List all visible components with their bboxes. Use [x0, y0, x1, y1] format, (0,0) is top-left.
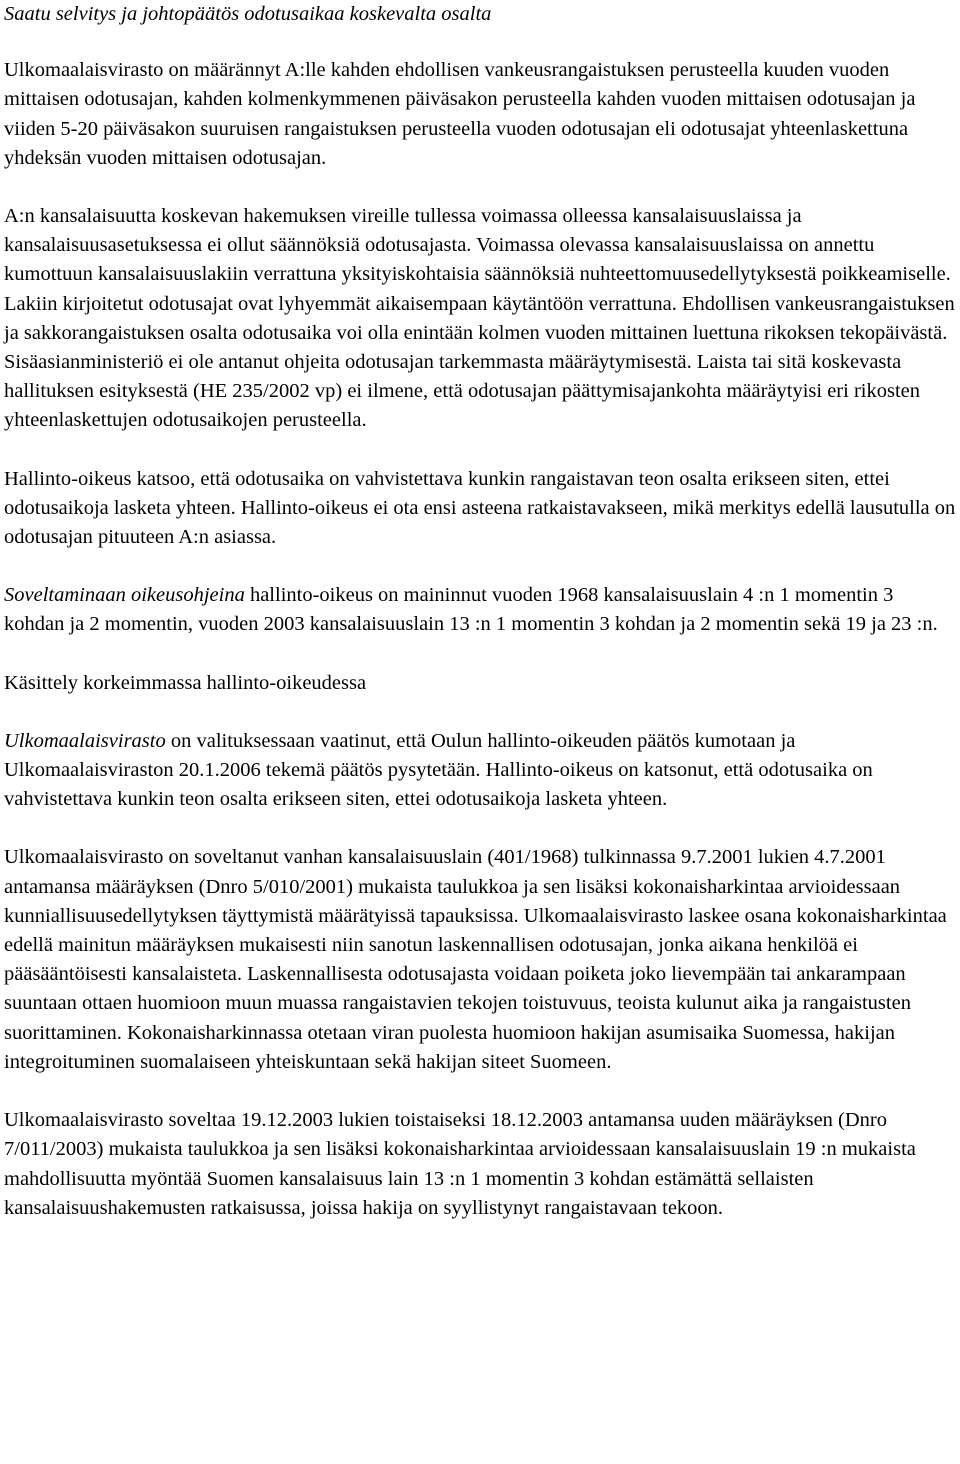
document-page [4, 0, 956, 1223]
paragraph-gap [4, 814, 956, 843]
paragraph-court-view: Hallinto-oikeus katsoo, että odotusaika on vahvistettava kunkin rangaistavan teon osalta erikseen siten, ettei odotusaikoja lasketa yhteen. Hallinto-oikeus ei ota ensi asteena ratkaistavakseen, mikä merkitys edellä lausutulla on odotusajan pituuteen A:n asiassa. [4, 467, 956, 549]
paragraph-old-law-practice: Ulkomaalaisvirasto on soveltanut vanhan kansalaisuuslain (401/1968) tulkinnassa 9.7.2001 lukien 4.7.2001 antamansa määräyksen (Dnro 5/010/2001) mukaista taulukkoa ja sen lisäksi kokonaisharkintaa arvioidessaan kunniallisuusedellytyksen täyttymistä määrätyissä tapauksissa. Ulkomaalaisvirasto laskee osana kokonaisharkintaa edellä mainitun määräyksen mukaisesti niin sanotun laskennallisen odotusajan, jonka aikana henkilöä ei pääsääntöisesti kansalaisteta. Laskennallisesta odotusajasta voidaan poiketa joko lievempään tai ankarampaan suuntaan ottaen huomioon muun muassa rangaistavien tekojen toistuvuus, teoista kulunut aika ja rangaistusten suorittaminen. Kokonaisharkinnassa otetaan viran puolesta huomioon hakijan asumisaika Suomessa, hakijan integroituminen suomalaiseen yhteiskuntaan sekä hakijan siteet Suomeen. [4, 846, 947, 1073]
appeal-text: on valituksessaan vaatinut, että Oulun hallinto-oikeuden päätös kumotaan ja Ulkomaalaisviraston 20.1.2006 tekemä päätös pysytetään. Hallinto-oikeus on katsonut, että odotusaika on vahvistettava kunkin teon osalta erikseen siten, ettei odotusaikoja lasketa yhteen. [4, 729, 873, 811]
paragraph-waiting-periods: Ulkomaalaisvirasto on määrännyt A:lle kahden ehdollisen vankeusrangaistuksen perusteella kuuden vuoden mittaisen odotusajan, kahden kolmenkymmenen päiväsakon perusteella kahden vuoden mittaisen odotusajan ja viiden 5-20 päiväsakon suuruisen rangaistuksen perusteella vuoden odotusajan eli odotusajat yhteenlaskettuna yhdeksän vuoden mittaisen odotusajan. [4, 59, 916, 169]
paragraph-new-regulation: Ulkomaalaisvirasto soveltaa 19.12.2003 lukien toistaiseksi 18.12.2003 antamansa uuden määräyksen (Dnro 7/011/2003) mukaista taulukkoa ja sen lisäksi kokonaisharkintaa arvioidessaan kansalaisuuslain 19 :n mukaista mahdollisuutta myöntää Suomen kansalaisuus lain 13 :n 1 momentin 3 kohdan estämättä sellaisten kansalaisuushakemusten ratkaisussa, joissa hakija on syyllistynyt rangaistavaan tekoon. [4, 1109, 916, 1219]
paragraph-gap [4, 552, 956, 581]
paragraph-citizenship-law: A:n kansalaisuutta koskevan hakemuksen vireille tullessa voimassa olleessa kansalaisuuslaissa ja kansalaisuusasetuksessa ei ollut säännöksiä odotusajasta. Voimassa olevassa kansalaisuuslaissa on annettu kumottuun kansalaisuuslakiin verrattuna yksityiskohtaisia säännöksiä nuhteettomuusedellytyksestä poikkeamiselle. Lakiin kirjoitetut odotusajat ovat lyhyemmät aikaisempaan käytäntöön verrattuna. Ehdollisen vankeusrangaistuksen ja sakkorangaistuksen osalta odotusaika voi olla enintään kolmen vuoden mittainen luettuna rikoksen tekopäivästä. Sisäasianministeriö ei ole antanut ohjeita odotusajan tarkemmasta määräytymisestä. Laista tai sitä koskevasta hallituksen esityksestä (HE 235/2002 vp) ei ilmene, että odotusajan päättymisajankohta määräytyisi eri rikosten yhteenlaskettujen odotusaikojen perusteella. [4, 205, 955, 432]
paragraph-gap [4, 1077, 956, 1106]
paragraph-gap [4, 173, 956, 202]
paragraph-gap [4, 640, 956, 669]
paragraph-gap [4, 698, 956, 727]
paragraph-appeal [4, 727, 956, 815]
paragraph-gap [4, 436, 956, 465]
appellant-name: Ulkomaalaisvirasto [4, 729, 166, 752]
paragraph-legal-provisions [4, 581, 956, 639]
subheading-supreme-court: Käsittely korkeimmassa hallinto-oikeudessa [4, 671, 367, 694]
legal-provisions-label: Soveltaminaan oikeusohjeina [4, 584, 245, 607]
section-heading: Saatu selvitys ja johtopäätös odotusaikaa koskevalta osalta [4, 3, 492, 25]
legal-provisions-text: hallinto-oikeus on maininnut vuoden 1968 kansalaisuuslain 4 :n 1 momentin 3 kohdan ja 2 momentin, vuoden 2003 kansalaisuuslain 13 :n 1 momentin 3 kohdan ja 2 momentin sekä 19 ja 23 :n. [4, 584, 938, 636]
